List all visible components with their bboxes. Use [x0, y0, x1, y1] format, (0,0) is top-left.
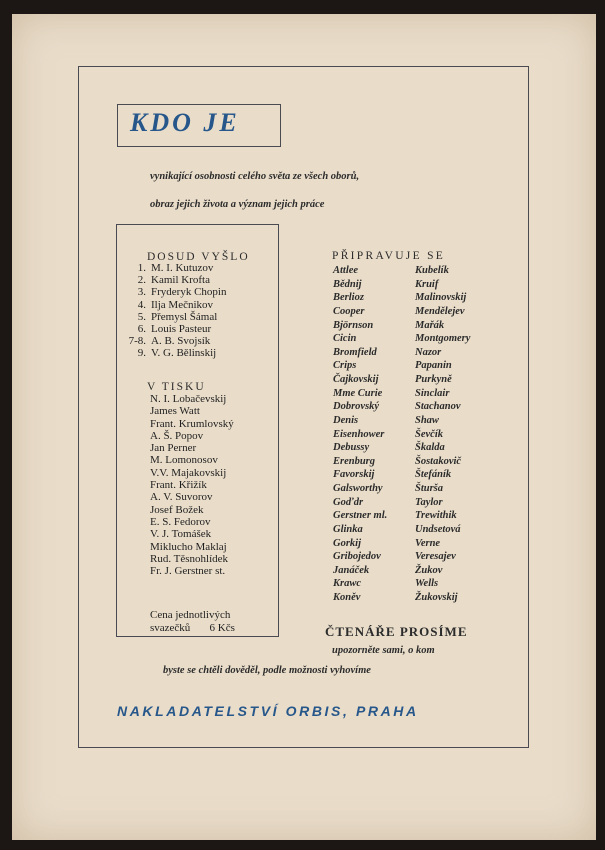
list-item: Nazor [415, 346, 442, 358]
in-press-list [150, 393, 234, 577]
list-item: Favorskij [333, 469, 375, 481]
list-item: Papanin [415, 360, 452, 372]
list-item: Ševčík [415, 428, 443, 440]
list-item: Gerstner ml. [333, 510, 388, 522]
list-item: Purkyně [415, 374, 452, 385]
list-item: Rud. Těsnohlídek [150, 552, 229, 565]
list-item: 7-8. A. B. Svojsík [128, 335, 211, 348]
list-item: Josef Božek [150, 503, 204, 516]
list-item: Gorkij [333, 537, 362, 549]
list-item: Dobrovský [333, 401, 380, 413]
list-item: Gribojedov [333, 551, 381, 563]
list-item: Žukov [415, 564, 443, 576]
list-item: 9. V. G. Bělinskij [137, 347, 217, 360]
list-item: Trewithik [415, 510, 457, 522]
list-item: Veresajev [415, 551, 456, 563]
preparing-column-1 [333, 265, 387, 606]
list-item: Žukovskij [415, 592, 458, 603]
list-item: Cooper [333, 305, 365, 317]
list-item: A. V. Suvorov [150, 491, 213, 504]
in-press-heading: V TISKU [147, 381, 206, 393]
published-list [120, 262, 276, 360]
list-item: M. Lomonosov [150, 454, 218, 467]
list-item: Čajkovskij [333, 374, 379, 385]
list-item: Šostakovič [415, 455, 462, 467]
readers-line-2: byste se chtěli dověděl, podle možnosti vyhovíme [163, 665, 371, 676]
subtitle-line-1: vynikající osobnosti celého světa ze všech oborů, [150, 171, 360, 182]
list-item: Krawc [333, 578, 362, 590]
list-item: Galsworthy [333, 483, 383, 494]
list-item: Frant. Krumlovský [150, 417, 234, 430]
list-item: Sinclair [415, 387, 450, 399]
subtitle-line-2: obraz jejich života a význam jejich práce [150, 199, 325, 210]
list-item: Shaw [415, 414, 439, 426]
list-item: Škalda [415, 442, 445, 454]
list-item: Mařák [415, 319, 445, 331]
list-item: Koněv [333, 592, 361, 603]
list-item: Frant. Křižík [150, 479, 207, 492]
list-item: Crips [333, 360, 357, 372]
list-item: Berlioz [333, 292, 364, 304]
list-item: Malinovskij [415, 292, 467, 304]
list-item: Stachanov [415, 401, 461, 413]
list-item: Miklucho Maklaj [150, 540, 227, 553]
list-item: Fr. J. Gerstner st. [150, 565, 226, 578]
list-item: Mme Curie [333, 387, 383, 399]
list-item: Glinka [333, 523, 363, 535]
list-item: V. J. Tomášek [150, 528, 212, 541]
list-item: Björnson [333, 319, 374, 331]
list-item: 2. Kamil Krofta [137, 274, 210, 287]
list-item: Debussy [333, 442, 370, 454]
list-item: A. Š. Popov [150, 429, 204, 442]
preparing-column-2 [415, 265, 470, 606]
list-item: Montgomery [415, 333, 471, 345]
list-item: Štefáník [415, 469, 452, 481]
series-title: KDO JE [130, 108, 240, 137]
list-item: Bromfield [333, 346, 377, 358]
list-item: 4. Ilja Mečnikov [137, 298, 214, 311]
list-item: V.V. Majakovskij [150, 466, 227, 479]
list-item: Erenburg [333, 455, 376, 467]
list-item: 5. Přemysl Šámal [137, 310, 218, 323]
list-item: N. I. Lobačevskij [150, 393, 227, 405]
list-item: 3. Fryderyk Chopin [137, 286, 227, 299]
readers-heading: ČTENÁŘE PROSÍME [325, 624, 468, 639]
list-item: Bědnij [333, 278, 362, 290]
list-item: Undsetová [415, 523, 461, 535]
price-line-2: svazečků 6 Kčs [150, 622, 235, 634]
list-item: E. S. Fedorov [150, 515, 211, 528]
list-item: Kubelík [415, 265, 449, 276]
price-line-1: Cena jednotlivých [150, 609, 231, 621]
list-item: 1. M. I. Kutuzov [137, 262, 214, 274]
list-item: 6. Louis Pasteur [137, 322, 212, 335]
list-item: Kruif [415, 278, 439, 290]
readers-line-1: upozorněte sami, o kom [332, 645, 435, 656]
published-heading: DOSUD VYŠLO [147, 251, 250, 263]
publisher-name: NAKLADATELSTVÍ ORBIS, PRAHA [117, 703, 419, 719]
list-item: Cicin [333, 333, 357, 345]
list-item: Jan Perner [150, 442, 197, 455]
list-item: Denis [333, 414, 359, 426]
list-item: Verne [415, 537, 441, 549]
list-item: Janáček [333, 564, 370, 576]
list-item: Eisenhower [333, 428, 385, 440]
list-item: Mendělejev [415, 305, 465, 317]
list-item: Goďdr [333, 496, 364, 508]
list-item: Wells [415, 578, 439, 590]
list-item: Šturša [415, 483, 444, 494]
preparing-heading: PŘIPRAVUJE SE [332, 250, 446, 262]
list-item: Taylor [415, 496, 443, 508]
list-item: James Watt [150, 405, 200, 418]
list-item: Attlee [333, 265, 359, 276]
